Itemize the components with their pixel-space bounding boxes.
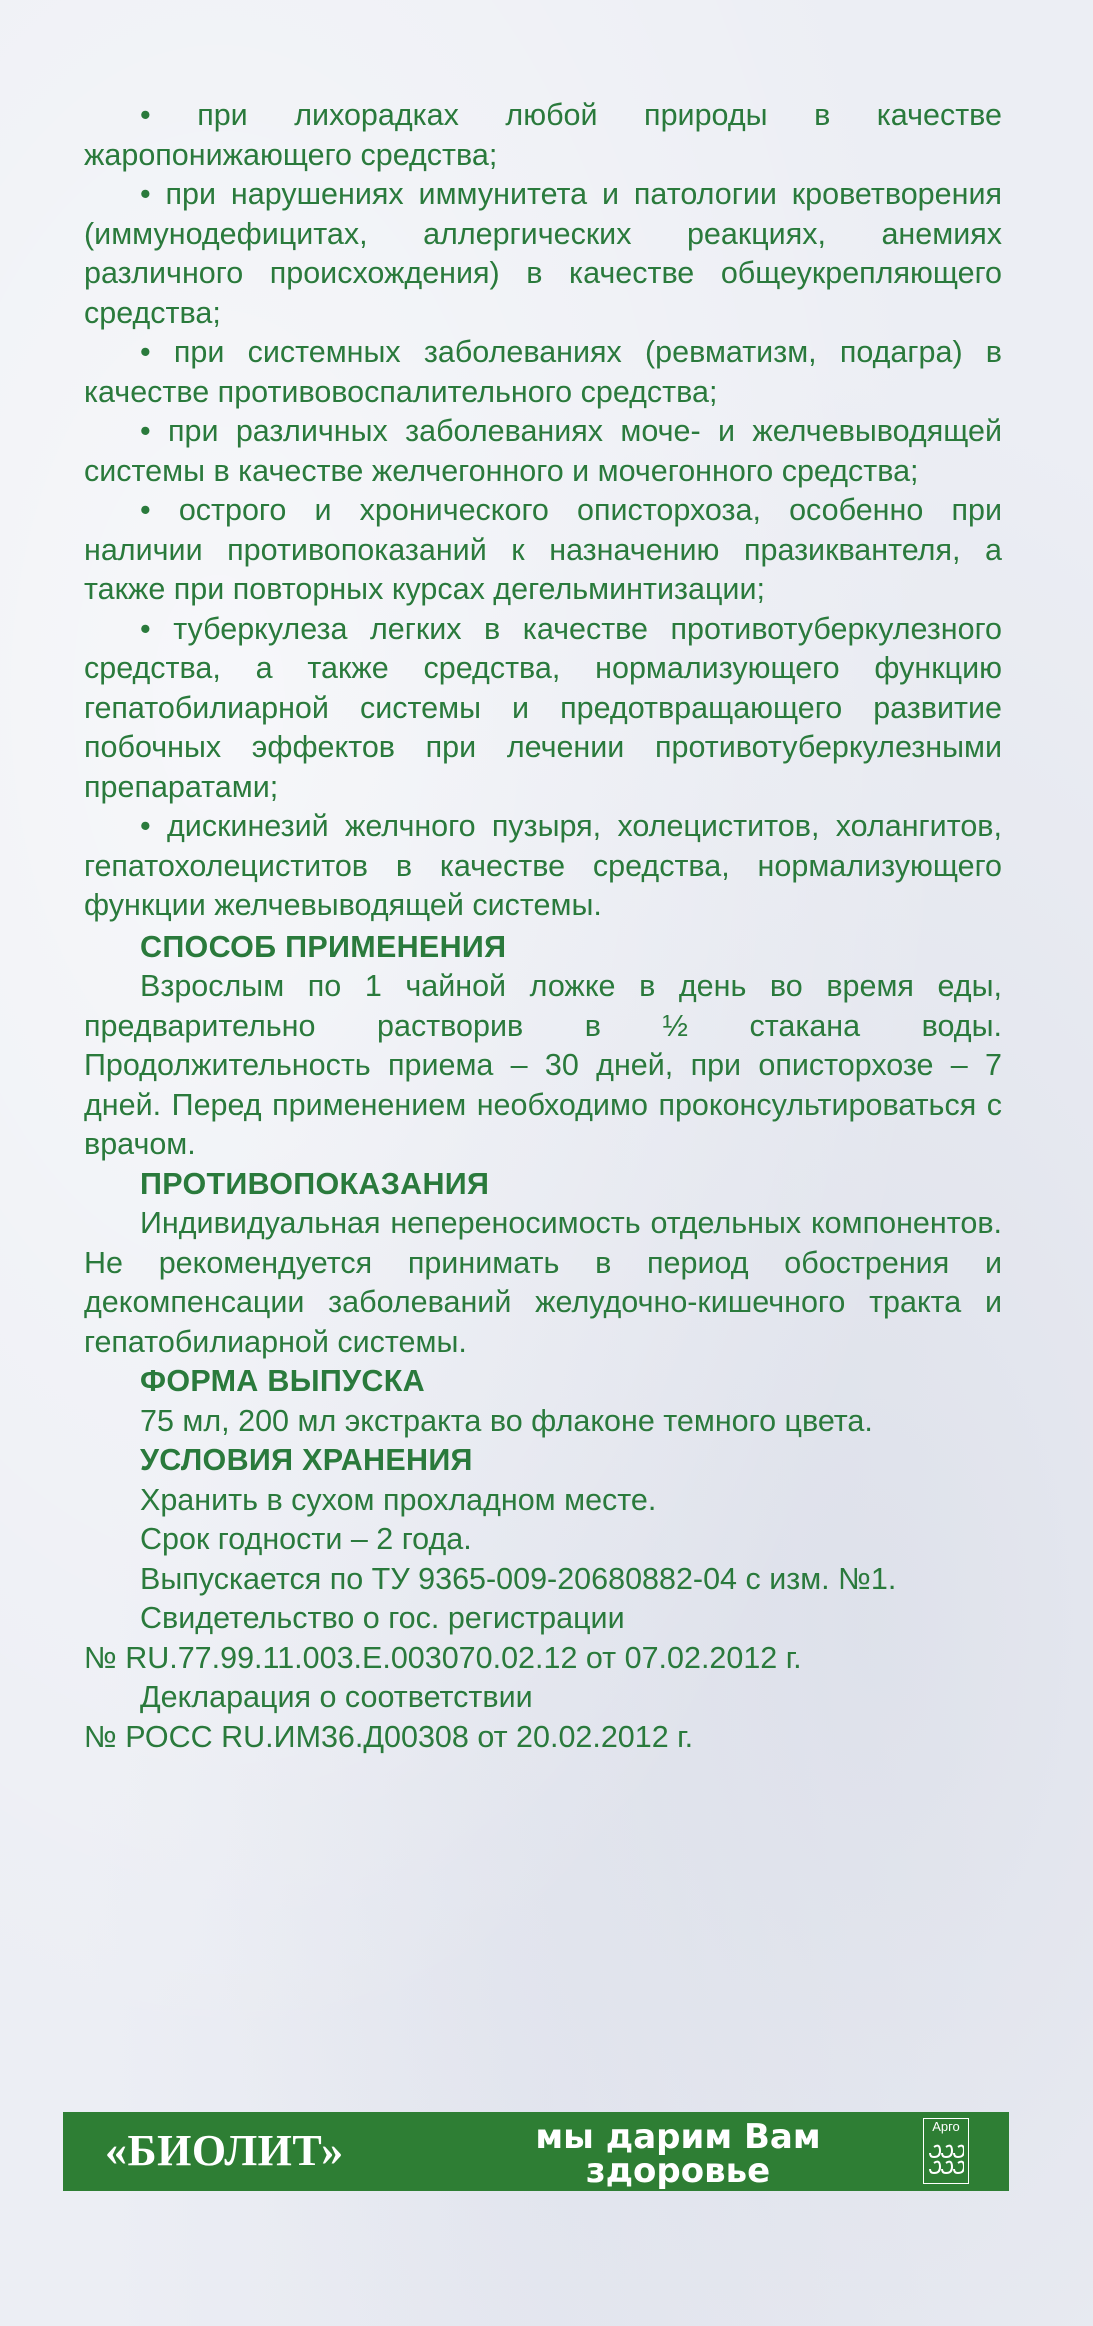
leaflet-text [84,96,1002,1757]
usage-heading: СПОСОБ ПРИМЕНЕНИЯ [140,929,507,964]
brand-banner [63,2112,1009,2191]
indication-item: • туберкулеза легких в качестве противотуберкулезного средства, а также средства, нормализующего функцию гепатобилиарной системы и предотвращающего развитие побочных эффектов при лечении противотуберкулезными препаратами; [84,611,1002,804]
indication-item: • при системных заболеваниях (ревматизм, подагра) в качестве противовоспалительного средства; [84,335,1002,409]
slogan [393,2117,963,2191]
usage-text: Взрослым по 1 чайной ложке в день во время еды, предварительно растворив в ½ стакана воды. Продолжительность приема – 30 дней, при описторхозе – 7 дней. Перед применением необходимо проконсультироваться с врачом. [84,969,1002,1161]
storage-conditions: Хранить в сухом прохладном месте. [140,1482,657,1517]
logo-text: Арго [932,2119,960,2134]
indication-item: • при нарушениях иммунитета и патологии кроветворения (иммунодефицитах, аллергических реакциях, анемиях различного происхождения) в качестве общеукрепляющего средства; [84,177,1002,330]
registration-number: № RU.77.99.11.003.Е.003070.02.12 от 07.02.2012 г. [84,1640,802,1675]
indication-item: • при лихорадках любой природы в качестве жаропонижающего средства; [84,98,1002,172]
form-text: 75 мл, 200 мл экстракта во флаконе темного цвета. [140,1403,873,1438]
registration-label: Свидетельство о гос. регистрации [140,1601,625,1635]
spiral-icon [928,2137,964,2177]
declaration-number: № РОСС RU.ИМ36.Д00308 от 20.02.2012 г. [84,1719,694,1754]
indication-item: • острого и хронического описторхоза, особенно при наличии противопоказаний к назначению празиквантеля, а также при повторных курсах дегельминтизации; [84,493,1002,606]
slogan-line-1: мы дарим Вам [535,2117,821,2157]
form-heading: ФОРМА ВЫПУСКА [140,1364,425,1398]
contraindications-text: Индивидуальная непереносимость отдельных компонентов. Не рекомендуется принимать в период обострения и декомпенсации заболеваний желудочно-кишечного тракта и гепатобилиарной системы. [84,1206,1002,1359]
declaration-label: Декларация о соответствии [140,1680,533,1714]
contraindications-heading: ПРОТИВОПОКАЗАНИЯ [140,1166,490,1201]
brand-name: «БИОЛИТ» [105,2126,344,2175]
indication-item: • дискинезий желчного пузыря, холециститов, холангитов, гепатохолециститов в качестве средства, нормализующего функции желчевыводящей системы. [84,809,1002,922]
spec-number: Выпускается по ТУ 9365-009-20680882-04 с изм. №1. [140,1561,897,1596]
indication-item: • при различных заболеваниях моче- и желчевыводящей системы в качестве желчегонного и мочегонного средства; [84,414,1002,488]
slogan-line-2: здоровье [585,2151,771,2191]
argo-logo-icon [923,2118,969,2184]
shelf-life: Срок годности – 2 года. [140,1522,472,1556]
storage-heading: УСЛОВИЯ ХРАНЕНИЯ [140,1443,473,1477]
